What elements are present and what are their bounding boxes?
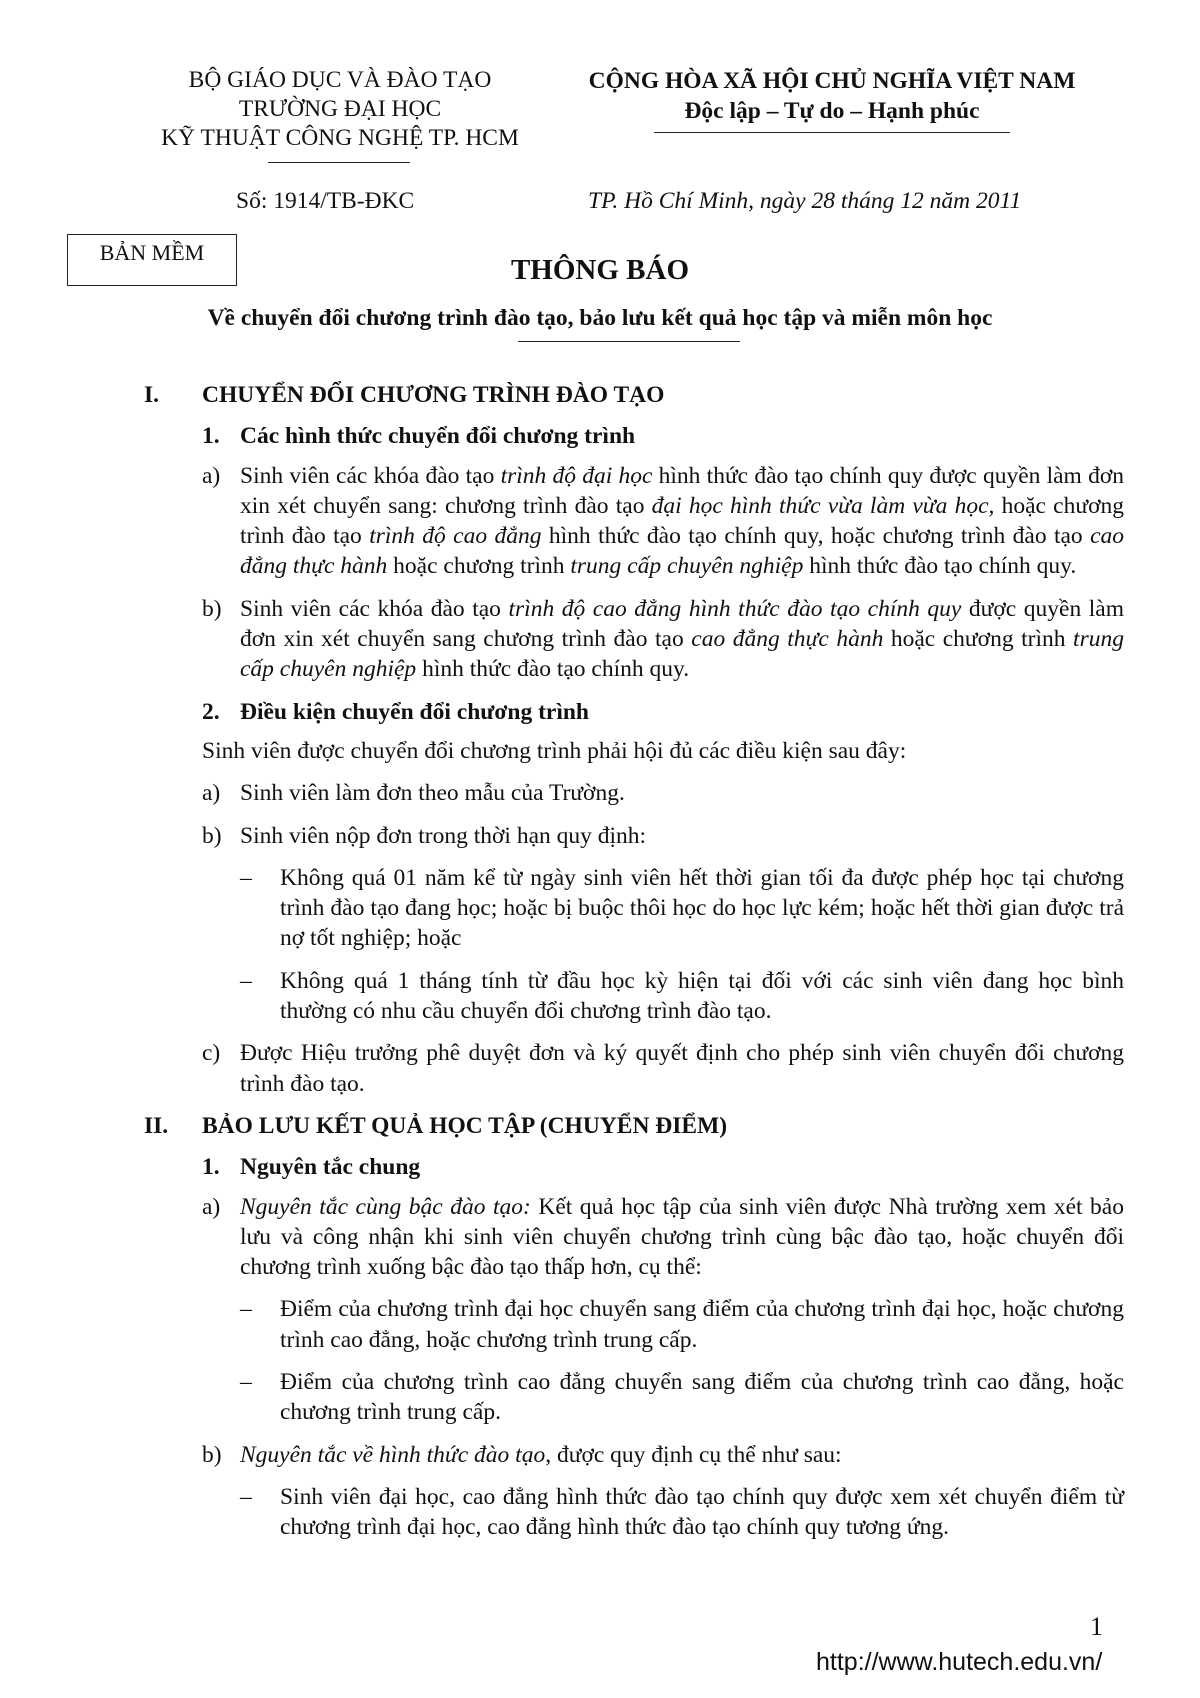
national-motto-block [562,66,1102,126]
university-name-line1: TRƯỜNG ĐẠI HỌC [238,96,442,122]
item-text: Được Hiệu trưởng phê duyệt đơn và ký quyết định cho phép sinh viên chuyển đổi chương trình đào tạo. [240,1040,1124,1097]
dash-text: Sinh viên đại học, cao đẳng hình thức đào tạo chính quy được xem xét chuyển điểm từ chương trình đại học, cao đẳng hình thức đào tạo chính quy tương ứng. [280,1483,1124,1541]
section-heading [144,380,1124,410]
university-name-line2: KỸ THUẬT CÔNG NGHỆ TP. HCM [161,125,519,151]
ministry-name: BỘ GIÁO DỤC VÀ ĐÀO TẠO [188,67,492,93]
item-label: c) [202,1040,221,1067]
dash-text: Không quá 01 năm kể từ ngày sinh viên hết thời gian tối đa được phép học tại chương trình đào tạo đang học; hoặc bị buộc thôi học do học lực kém; hoặc hết thời gian được trả nợ tốt nghiệp; hoặc [280,864,1124,952]
section-title: BẢO LƯU KẾT QUẢ HỌC TẬP (CHUYỂN ĐIỂM) [202,1112,728,1139]
section-title: CHUYỂN ĐỔI CHƯƠNG TRÌNH ĐÀO TẠO [202,382,665,408]
section-heading [144,1111,1124,1141]
item-text: Sinh viên làm đơn theo mẫu của Trường. [240,780,625,807]
item-label: a) [202,462,221,489]
document-body [144,372,1124,1555]
item-label: b) [202,822,222,849]
item-label: b) [202,1441,222,1468]
list-item [202,821,1124,851]
item-text: Sinh viên các khóa đào tạo trình độ đại học hình thức đào tạo chính quy được quyền làm đơn xin xét chuyển sang: chương trình đào tạo đại học hình thức vừa làm vừa học, hoặc chương trình đào tạo trình độ cao đẳng hình thức đào tạo chính quy, hoặc chương trình đào tạo cao đẳng thực hành hoặc chương trình trung cấp chuyên nghiệp hình thức đào tạo chính quy. [240,462,1125,580]
dash-marker: – [240,967,252,994]
section-number: II. [144,1112,169,1139]
dash-text: Điểm của chương trình đại học chuyển sang điểm của chương trình đại học, hoặc chương trình cao đẳng, hoặc chương trình trung cấp. [280,1296,1124,1353]
list-item [202,1038,1124,1099]
document-title: THÔNG BÁO [510,254,690,286]
item-text: Nguyên tắc cùng bậc đào tạo: Kết quả học tập của sinh viên được Nhà trường xem xét bảo lưu và công nhận khi sinh viên chuyển chương trình cùng bậc đào tạo, hoặc chuyển đổi chương trình xuống bậc đào tạo thấp hơn, cụ thể: [240,1193,1124,1281]
document-subtitle: Về chuyển đổi chương trình đào tạo, bảo lưu kết quả học tập và miễn môn học [207,305,993,331]
document-date: TP. Hồ Chí Minh, ngày 28 tháng 12 năm 2011 [588,188,1022,214]
national-motto: Độc lập – Tự do – Hạnh phúc [684,98,980,124]
issuer-underline [268,162,410,163]
subsection-title: Điều kiện chuyển đổi chương trình [240,698,590,725]
dash-item [240,1367,1124,1428]
list-item [202,594,1124,685]
subsection-heading [202,421,1124,451]
dash-text: Điểm của chương trình cao đẳng chuyển sang điểm của chương trình cao đẳng, hoặc chương trình trung cấp. [280,1369,1124,1426]
subsection-number: 1. [202,423,220,450]
dash-item [240,1294,1124,1355]
subsection-title: Nguyên tắc chung [240,1154,421,1181]
dash-item [240,863,1124,954]
subtitle-underline [518,341,740,342]
document-number: Số: 1914/TB-ĐKC [236,188,415,214]
subsection-heading [202,697,1124,727]
list-item [202,1192,1124,1283]
motto-underline [654,132,1010,133]
dash-marker: – [240,1369,252,1396]
page-number: 1 [1090,1612,1103,1641]
list-item [202,778,1124,808]
item-text: Sinh viên các khóa đào tạo trình độ cao đẳng hình thức đào tạo chính quy được quyền làm đơn xin xét chuyển sang chương trình đào tạo cao đẳng thực hành hoặc chương trình trung cấp chuyên nghiệp hình thức đào tạo chính quy. [240,595,1125,683]
list-item [202,1440,1124,1470]
item-text: Nguyên tắc về hình thức đào tạo, được quy định cụ thể như sau: [240,1441,842,1468]
list-item [202,461,1124,582]
dash-text: Không quá 1 tháng tính từ đầu học kỳ hiện tại đối với các sinh viên đang học bình thường có nhu cầu chuyển đổi chương trình đào tạo. [280,967,1124,1025]
subsection-number: 1. [202,1154,220,1181]
dash-marker: – [240,1483,252,1510]
paragraph: Sinh viên được chuyển đổi chương trình phải hội đủ các điều kiện sau đây: [202,737,907,764]
subsection-heading [202,1152,1124,1182]
item-text: Sinh viên nộp đơn trong thời hạn quy định: [240,822,647,849]
dash-item [240,966,1124,1027]
item-label: a) [202,780,221,807]
section-number: I. [144,382,160,408]
subsection-title: Các hình thức chuyển đổi chương trình [240,423,636,450]
issuer-block [130,66,550,153]
dash-marker: – [240,1296,252,1323]
dash-item [240,1482,1124,1543]
item-label: a) [202,1193,221,1220]
subsection-number: 2. [202,698,220,725]
item-label: b) [202,595,222,622]
country-name: CỘNG HÒA XÃ HỘI CHỦ NGHĨA VIỆT NAM [588,68,1076,94]
soft-copy-label: BẢN MỀM [99,240,205,265]
footer-url[interactable]: http://www.hutech.edu.vn/ [816,1648,1103,1676]
dash-marker: – [240,864,252,891]
